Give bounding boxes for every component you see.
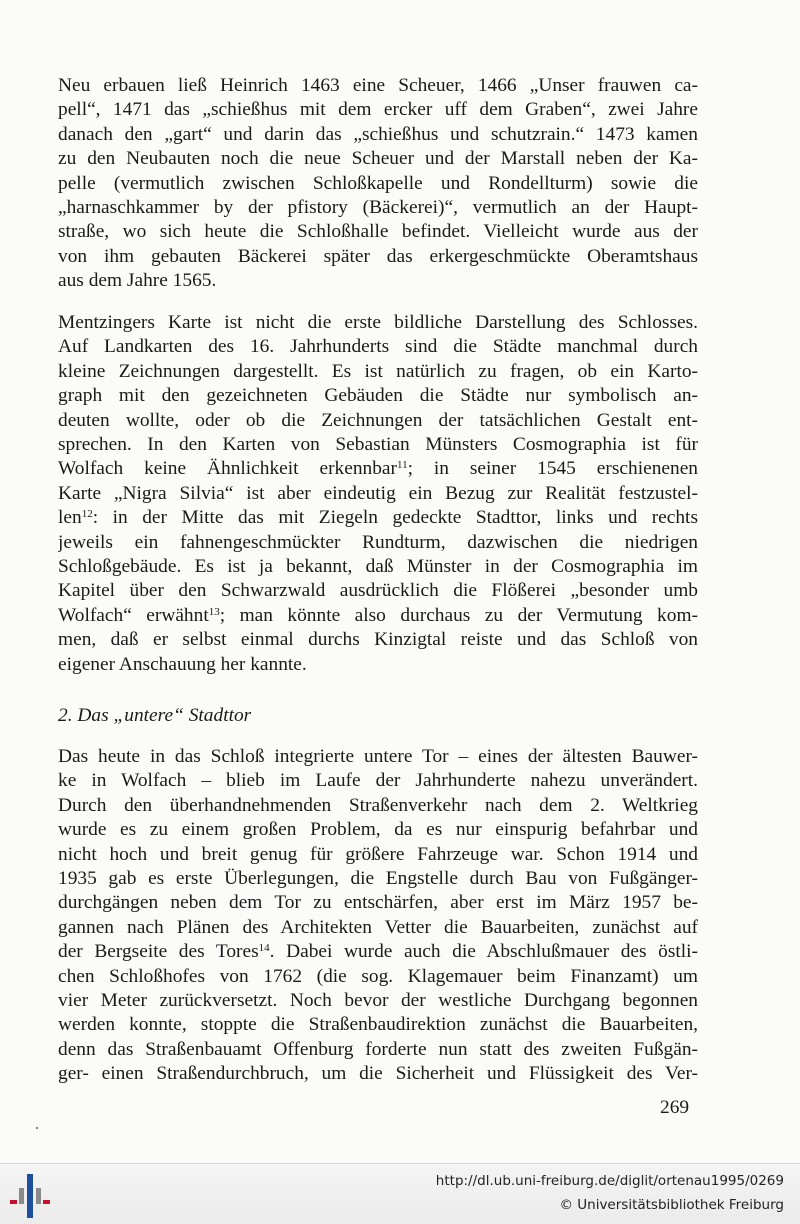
text-line: Kapitel über den Schwarzwald ausdrücklich die Flößerei „besonder umb [58, 580, 698, 602]
text-line: Neu erbauen ließ Heinrich 1463 eine Scheuer, 1466 „Unser frauwen ca- [58, 75, 698, 96]
text-line: pelle (vermutlich zwischen Schloßkapelle und Rondellturm) sowie die [58, 172, 698, 194]
text-fragment: der Bergseite des Tores [58, 941, 259, 963]
text-line: „harnaschkammer by der pfistory (Bäckerei)“, vermutlich an der Haupt- [58, 197, 698, 219]
text-line: pell“, 1471 das „schießhus mit dem ercker uff dem Graben“, zwei Jahre [58, 99, 698, 121]
page-number: 269 [660, 1097, 690, 1118]
text-line: sprechen. In den Karten von Sebastian Münsters Cosmographia ist für [58, 434, 698, 456]
text-line: ger- einen Straßendurchbruch, um die Sicherheit und Flüssigkeit des Ver- [58, 1063, 698, 1085]
paragraph-1 [58, 74, 698, 294]
text-fragment: : in der Mitte das mit Ziegeln gedeckte Stadttor, links und rechts [92, 507, 698, 529]
text-line: durchgängen neben dem Tor zu entschärfen, aber erst im März 1957 be- [58, 892, 698, 914]
text-fragment: Wolfach“ erwähnt [58, 604, 209, 626]
footnote-marker: 11 [397, 459, 408, 472]
text-line [58, 940, 698, 964]
text-line: graph mit den gezeichneten Gebäuden die Städte nur symbolisch an- [58, 385, 698, 407]
text-fragment: ; man könnte also durchaus zu der Vermutung kom- [219, 604, 698, 626]
text-line: Mentzingers Karte ist nicht die erste bildliche Darstellung des Schlosses. [58, 312, 698, 333]
paragraph-2 [58, 311, 698, 677]
footnote-marker: 14 [258, 942, 270, 955]
footer-url-link[interactable]: http://dl.ub.uni-freiburg.de/diglit/ortenau1995/0269 [435, 1173, 784, 1189]
section-heading: 2. Das „untere“ Stadttor [58, 705, 252, 726]
text-line: Schloßgebäude. Es ist ja bekannt, daß Münster in der Cosmographia im [58, 556, 698, 578]
text-line: danach den „gart“ und darin das „schießhus und schutzrain.“ 1473 kamen [58, 123, 698, 145]
text-line: nicht hoch und breit genug für größere Fahrzeuge war. Schon 1914 und [58, 843, 698, 865]
text-line: von ihm gebauten Bäckerei später das erkergeschmückte Oberamtshaus [58, 245, 698, 267]
text-line: aus dem Jahre 1565. [58, 270, 217, 292]
text-fragment: len [58, 507, 82, 529]
text-line: straße, wo sich heute die Schloßhalle befindet. Vielleicht wurde aus der [58, 221, 698, 243]
text-line: Auf Landkarten des 16. Jahrhunderts sind die Städte manchmal durch [58, 336, 698, 358]
text-line [58, 506, 698, 530]
text-fragment: . Dabei wurde auch die Abschlußmauer des östli- [269, 941, 698, 963]
text-line: kleine Zeichnungen dargestellt. Es ist natürlich zu fragen, ob ein Karto- [58, 360, 698, 382]
text-line: Karte „Nigra Silvia“ ist aber eindeutig ein Bezug zur Realität festzustel- [58, 482, 698, 504]
footnote-marker: 12 [81, 508, 93, 521]
text-line: eigener Anschauung her kannte. [58, 653, 307, 675]
text-line: 1935 gab es erste Überlegungen, die Engstelle durch Bau von Fußgänger- [58, 868, 698, 890]
footer-copyright: © Universitätsbibliothek Freiburg [559, 1197, 784, 1213]
text-fragment: Wolfach keine Ähnlichkeit erkennbar [58, 458, 397, 480]
text-line: denn das Straßenbauamt Offenburg forderte nun statt des zweiten Fußgän- [58, 1038, 698, 1060]
text-line: chen Schloßhofes von 1762 (die sog. Klagemauer beim Finanzamt) um [58, 965, 698, 987]
paragraph-3 [58, 745, 698, 1087]
scan-speck [36, 1127, 38, 1129]
text-line: ke in Wolfach – blieb im Laufe der Jahrhunderte nahezu unverändert. [58, 770, 698, 792]
text-line: deuten wollte, oder ob die Zeichnungen der tatsächlichen Gestalt ent- [58, 409, 698, 431]
text-line: vier Meter zurückversetzt. Noch bevor der westliche Durchgang begonnen [58, 990, 698, 1012]
text-line: gannen nach Plänen des Architekten Vetter die Bauarbeiten, zunächst auf [58, 916, 698, 938]
footnote-marker: 13 [208, 605, 220, 618]
text-line [58, 457, 698, 481]
ub-freiburg-logo-icon[interactable] [8, 1174, 52, 1218]
text-line [58, 604, 698, 628]
text-line: men, daß er selbst einmal durchs Kinzigtal reiste und das Schloß von [58, 629, 698, 651]
text-line: werden konnte, stoppte die Straßenbaudirektion zunächst die Bauarbeiten, [58, 1014, 698, 1036]
text-fragment: ; in seiner 1545 erschienenen [407, 458, 698, 480]
text-line: wurde es zu einem großen Problem, da es nur einspurig befahrbar und [58, 819, 698, 841]
text-line: Das heute in das Schloß integrierte untere Tor – eines der ältesten Bauwer- [58, 746, 698, 767]
text-line: Durch den überhandnehmenden Straßenverkehr nach dem 2. Weltkrieg [58, 794, 698, 816]
text-line: jeweils ein fahnengeschmückter Rundturm, dazwischen die niedrigen [58, 531, 698, 553]
footer-bar [0, 1163, 800, 1224]
text-line: zu den Neubauten noch die neue Scheuer und der Marstall neben der Ka- [58, 148, 698, 170]
